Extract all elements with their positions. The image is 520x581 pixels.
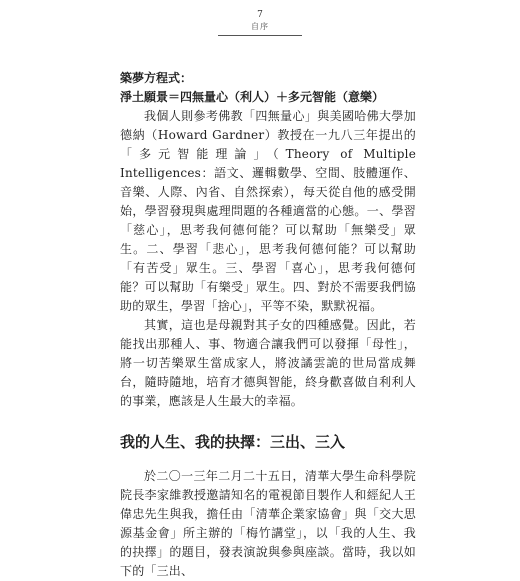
page-header xyxy=(0,9,520,33)
running-head: 自序 xyxy=(251,22,269,31)
paragraph-lecture: 於二〇一三年二月二十五日，清華大學生命科學院院長李家維教授邀請知名的電視節目製作人和經紀人王偉忠先生與我，擔任由「清華企業家協會」與「交大思源基金會」所主辦的「梅竹講堂」，以「我的人生、我的抉擇」的題目，發表演說與參與座談。當時，我以如下的「三出、 xyxy=(120,469,416,578)
paragraph-motherhood: 其實，這也是母親對其子女的四種感覺。因此，若能找出那種人、事、物適合讓我們可以發揮「母性」，將一切苦樂眾生當成家人，將波譎雲詭的世局當成舞台，隨時隨地，培育才德與智能，終身歡喜做自利利人的事業，應該是人生最大的幸福。 xyxy=(120,318,416,408)
formula-title: 築夢方程式： xyxy=(120,71,193,85)
header-rule xyxy=(218,35,302,36)
paragraph-four-immeasurables: 我個人則參考佛教「四無量心」與美國哈佛大學加德納（Howard Gardner）教授在一九八三年提出的「多元智能理論」（Theory of Multiple Intelligences：語文、邏輯數學、空間、肢體運作、音樂、人際、內省、自然探索），每天從自他的感受開始，學習發現與處理問題的各種適當的心態。一、學習「慈心」，思考我何德何能？可以幫助「無樂受」眾生。二、學習「悲心」，思考我何德何能？可以幫助「有苦受」眾生。三、學習「喜心」，思考我何德何能？可以幫助「有樂受」眾生。四、對於不需要我們協助的眾生，學習「捨心」，平等不染，默默祝福。 xyxy=(120,109,416,313)
section-heading: 我的人生、我的抉擇：三出、三入 xyxy=(120,433,346,451)
formula: 淨土願景＝四無量心（利人）＋多元智能（意樂） xyxy=(120,90,385,104)
page-number: 7 xyxy=(257,10,263,20)
page-body xyxy=(120,69,416,581)
